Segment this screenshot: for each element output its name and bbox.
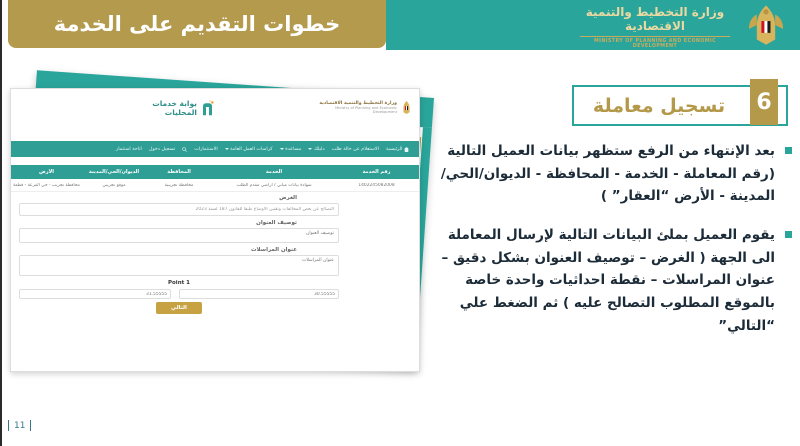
chevron-down-icon bbox=[225, 148, 229, 150]
ministry-header-band bbox=[386, 0, 800, 50]
portal-ministry-name-en2: Development bbox=[372, 110, 397, 114]
egypt-eagle-small-icon bbox=[400, 99, 413, 116]
slide-title-banner bbox=[8, 0, 386, 48]
divider bbox=[30, 420, 31, 431]
portal-navbar bbox=[11, 141, 419, 157]
cell-service: شهادة بيانات مباني / أراضي مقدم الطلب bbox=[236, 182, 312, 188]
bullet-bold-text: “التالي” bbox=[718, 317, 775, 334]
search-icon bbox=[182, 147, 187, 152]
bullet-item bbox=[436, 224, 792, 337]
step-title: تسجيل معاملة bbox=[592, 94, 726, 117]
nav-item-investment-offer[interactable]: اتاحة استثمار bbox=[115, 146, 142, 152]
portal-logo-line2: المحليات bbox=[164, 107, 197, 117]
nav-search-button[interactable] bbox=[182, 147, 187, 152]
mailing-address-input[interactable] bbox=[19, 255, 339, 276]
purpose-label: الغرض bbox=[279, 195, 297, 201]
coordinate-input-right[interactable] bbox=[179, 289, 339, 299]
next-button[interactable]: التالي bbox=[156, 302, 202, 314]
slide-left-border bbox=[0, 0, 2, 446]
portal-screenshot bbox=[10, 88, 420, 372]
portal-ministry-name-ar: وزارة التخطيط والتنمية الاقتصادية bbox=[319, 101, 397, 106]
page-number bbox=[8, 420, 31, 431]
portal-ministry-name-en1: Ministry of Planning and Economic bbox=[335, 106, 397, 110]
step-heading-box bbox=[572, 85, 788, 126]
bullet-item bbox=[436, 140, 792, 208]
cell-governorate: محافظة تجريبية bbox=[164, 182, 194, 188]
nav-item-request-status[interactable]: الاستعلام عن حالة طلب bbox=[331, 146, 379, 152]
portal-logo-icon bbox=[200, 100, 215, 117]
point-label: Point 1 bbox=[168, 280, 190, 286]
coordinate-input-left[interactable] bbox=[19, 289, 171, 299]
cell-land: محافظة تجريب - حي الفرعة - قطعة bbox=[13, 182, 80, 188]
mailing-address-label: عنوان المراسلات bbox=[250, 247, 297, 253]
step-number-badge: 6 bbox=[750, 79, 778, 125]
ministry-name-block bbox=[574, 5, 736, 49]
bullet-square-icon bbox=[785, 231, 792, 238]
bullet-text: بعد الإنتهاء من الرفع ستظهر بيانات العميل التالية (رقم المعاملة - الخدمة - المحافظة - الديوان/الحي/المدينة - الأرض “العقار” ) bbox=[440, 143, 775, 205]
chevron-down-icon bbox=[308, 148, 312, 150]
nav-item-guide[interactable]: دليلك bbox=[308, 147, 324, 152]
address-description-label: توصيف العنوان bbox=[256, 220, 297, 226]
cell-diwan-district-city: موقع تجريبي bbox=[102, 182, 126, 188]
col-service-number: رقم الخدمة bbox=[362, 169, 391, 175]
purpose-input[interactable] bbox=[19, 203, 339, 216]
portal-logo-line1: بوابة خدمات bbox=[152, 99, 197, 108]
nav-item-public-works[interactable]: كراسات العمل العامة bbox=[225, 147, 273, 152]
ministry-name-english: MINISTRY OF PLANNING AND ECONOMIC DEVELOPMENT bbox=[593, 38, 717, 49]
nav-item-home[interactable]: الرئيسية bbox=[386, 147, 409, 152]
chevron-down-icon bbox=[280, 148, 284, 150]
transaction-table-row bbox=[11, 179, 419, 192]
egypt-eagle-emblem-icon bbox=[746, 4, 786, 46]
ministry-name-arabic: وزارة التخطيط والتنمية الاقتصادية bbox=[585, 5, 725, 34]
col-land: الأرض bbox=[38, 169, 55, 175]
nav-item-help[interactable]: مساعدة bbox=[280, 147, 302, 152]
slide-title: خطوات التقديم على الخدمة bbox=[53, 12, 341, 36]
bullet-text: يقوم العميل بملئ البيانات التالية لإرسال المعاملة الى الجهة ( الغرض – توصيف العنوان بشكل دقيق – عنوان المراسلات – نقطة احداثيات واحدة خاصة بالموقع المطلوب التصالح عليه ) ثم الضغط علي bbox=[441, 227, 775, 312]
transaction-table-header bbox=[11, 165, 419, 179]
divider bbox=[8, 420, 9, 431]
col-diwan-district-city: الديوان/الحي/المدينة bbox=[88, 169, 140, 175]
col-service: الخدمة bbox=[265, 169, 283, 175]
divider bbox=[580, 36, 730, 37]
bullet-square-icon bbox=[785, 147, 792, 154]
address-description-input[interactable] bbox=[19, 228, 339, 243]
cell-service-number: 1402245082008 bbox=[358, 182, 395, 188]
page-number-value: 11 bbox=[14, 420, 26, 431]
home-icon bbox=[404, 147, 409, 152]
col-governorate: المحافظة bbox=[167, 169, 191, 175]
nav-item-login[interactable]: تسجيل دخول bbox=[148, 146, 176, 152]
nav-item-investments[interactable]: الاستثمارات bbox=[194, 146, 218, 152]
portal-ministry-logo bbox=[319, 99, 413, 116]
portal-logo bbox=[152, 100, 215, 117]
